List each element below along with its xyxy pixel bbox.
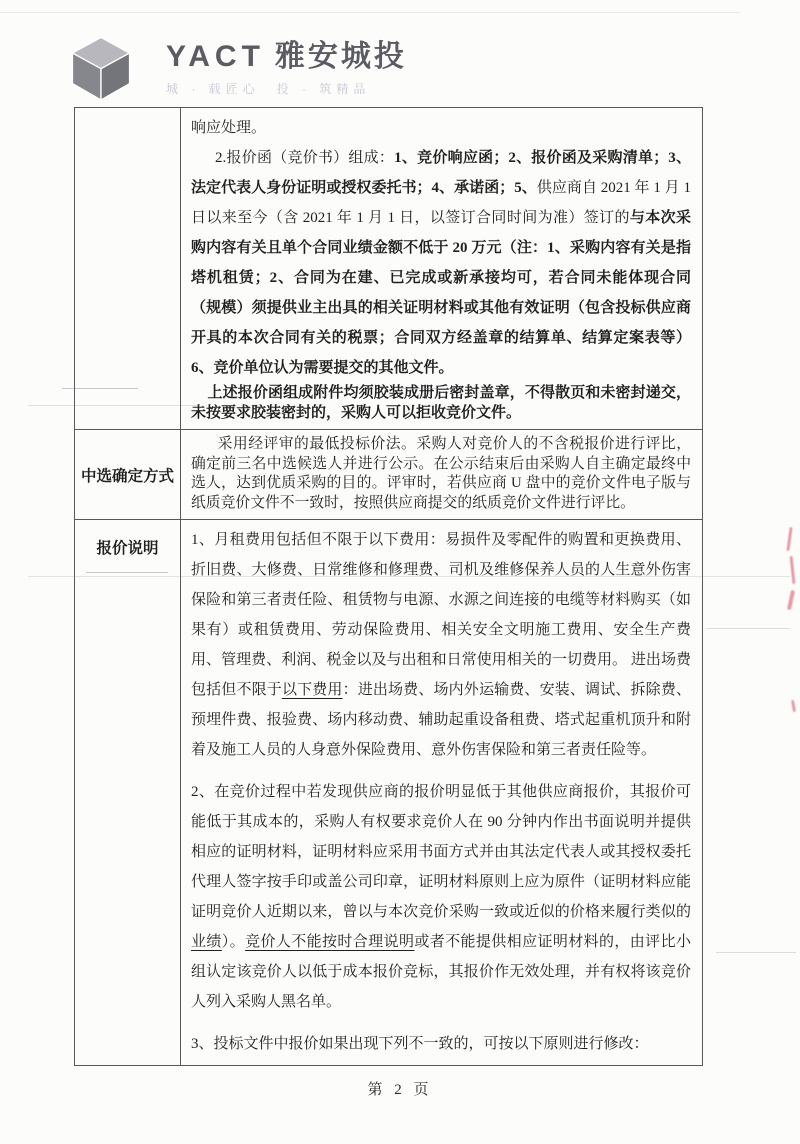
- scan-artifact-red-mark: [790, 556, 796, 584]
- scan-artifact-line: [716, 952, 796, 953]
- row-label: [75, 108, 181, 429]
- logo-cube-icon: [66, 34, 136, 102]
- logo-wordmark: YACT: [166, 40, 265, 73]
- table-row: [75, 430, 702, 520]
- page-number: 第 2 页: [367, 1082, 433, 1098]
- paragraph: [191, 777, 691, 1017]
- row-content: [181, 520, 702, 1065]
- paragraph: [191, 435, 691, 513]
- company-logo: [66, 34, 407, 102]
- text-run: 2.报价函（竞价书）组成：: [215, 150, 395, 166]
- row-label: 报价说明: [75, 520, 181, 1065]
- logo-tagline: 城 · 载匠心 投 · 筑精品: [166, 82, 371, 96]
- text-run: 与本次采购内容有关且单个合同业绩金额不低于 20 万元（注：1、采购内容有关是指塔机租赁；2、合同为在建、已完成或新承接均可，若合同未能体现合同（规模）须提供业主出具的相关证明材料或其他有效证明（包含投标供应商开具的本次合同有关的税票；合同双方经盖章的结算单、结算定案表等）6、竞价单位认为需要提交的其他文件。: [191, 210, 691, 376]
- text-run: 2、在竞价过程中若发现供应商的报价明显低于其他供应商报价，其报价可能低于其成本的，采购人有权要求竞价人在 90 分钟内作出书面说明并提供相应的证明材料，证明材料应采用书面方式并由其法定代表人或其授权委托代理人签字按手印或盖公司印章，证明材料原则上应为原件（证明材料应能证明竞价人近期以来，曾以与本次竞价采购一致或近似的价格来履行类似的: [191, 784, 691, 920]
- text-run: 或者不能提供相应证明材料的，由评比小组认定该竞价人以低于成本报价竞标，其报价作无效处理，并有权将该竞价人列入采购人黑名单。: [191, 934, 691, 1010]
- paragraph: [191, 113, 691, 143]
- paragraph: [191, 525, 691, 765]
- paragraph: [191, 383, 691, 423]
- scan-artifact-red-mark: [786, 527, 792, 551]
- row-label: 中选确定方式: [75, 430, 181, 519]
- logo-brand-name: 雅安城投: [274, 40, 407, 73]
- paragraph: [191, 1029, 691, 1059]
- table-row: [75, 108, 702, 430]
- text-run: 1、竞价响应函；2、报价函及采购清单；3、法定代表人身份证明或授权委托书；4、承诺函；5、: [191, 150, 691, 196]
- scan-artifact-red-mark: [791, 700, 796, 712]
- text-run: 上述报价函组成附件均须胶装成册后密封盖章，不得散页和未密封递交，未按要求胶装密封的，采购人可以拒收竞价文件。: [191, 385, 691, 421]
- text-run: ）。: [221, 934, 246, 950]
- text-run: 竞价人不能按时合理说明: [245, 934, 415, 950]
- paragraph: [191, 143, 691, 383]
- text-run: 3、投标文件中报价如果出现下列不一致的，可按以下原则进行修改：: [191, 1036, 649, 1052]
- text-run: 以下费用: [281, 682, 343, 698]
- text-run: 响应处理。: [191, 120, 267, 136]
- logo-title: [166, 40, 407, 73]
- text-run: 供应商自 2021 年 1 月 1 日以来至今（含 2021 年 1 月 1 日，以签订合同时间为准）签订的: [191, 180, 691, 226]
- text-run: ：进出场费、场内外运输费、安装、调试、拆除费、预埋件费、报验费、场内移动费、辅助起重设备租费、塔式起重机顶升和附着及施工人员的人身意外保险费用、意外伤害保险和第三者责任险等。: [191, 682, 691, 758]
- text-run: 采用经评审的最低投标价法。采购人对竞价人的不含税报价进行评比，确定前三名中选候选人并进行公示。在公示结束后由采购人自主确定最终中选人，达到优质采购的目的。评审时，若供应商 U 盘中的竞价文件电子版与纸质竞价文件不一致时，按照供应商提交的纸质竞价文件进行评比。: [191, 436, 691, 511]
- scan-artifact-line: [706, 628, 790, 629]
- logo-text: [166, 34, 407, 97]
- row-content: [181, 430, 702, 519]
- scan-artifact-topline: [0, 12, 740, 13]
- scan-artifact-red-mark: [787, 590, 795, 610]
- document-table: [74, 107, 703, 1066]
- row-content: [181, 108, 702, 429]
- text-run: 1、月租费用包括但不限于以下费用：易损件及零配件的购置和更换费用、折旧费、大修费、日常维修和修理费、司机及维修保养人员的人生意外伤害保险和第三者责任险、租赁物与电源、水源之间连接的电缆等材料购买（如果有）或租赁费用、劳动保险费用、相关安全文明施工费用、安全生产费用、管理费、利润、税金以及与出租和日常使用相关的一切费用。 进出场费包括但不限于: [191, 532, 691, 698]
- table-row: [75, 520, 702, 1065]
- text-run: 业绩: [191, 934, 222, 950]
